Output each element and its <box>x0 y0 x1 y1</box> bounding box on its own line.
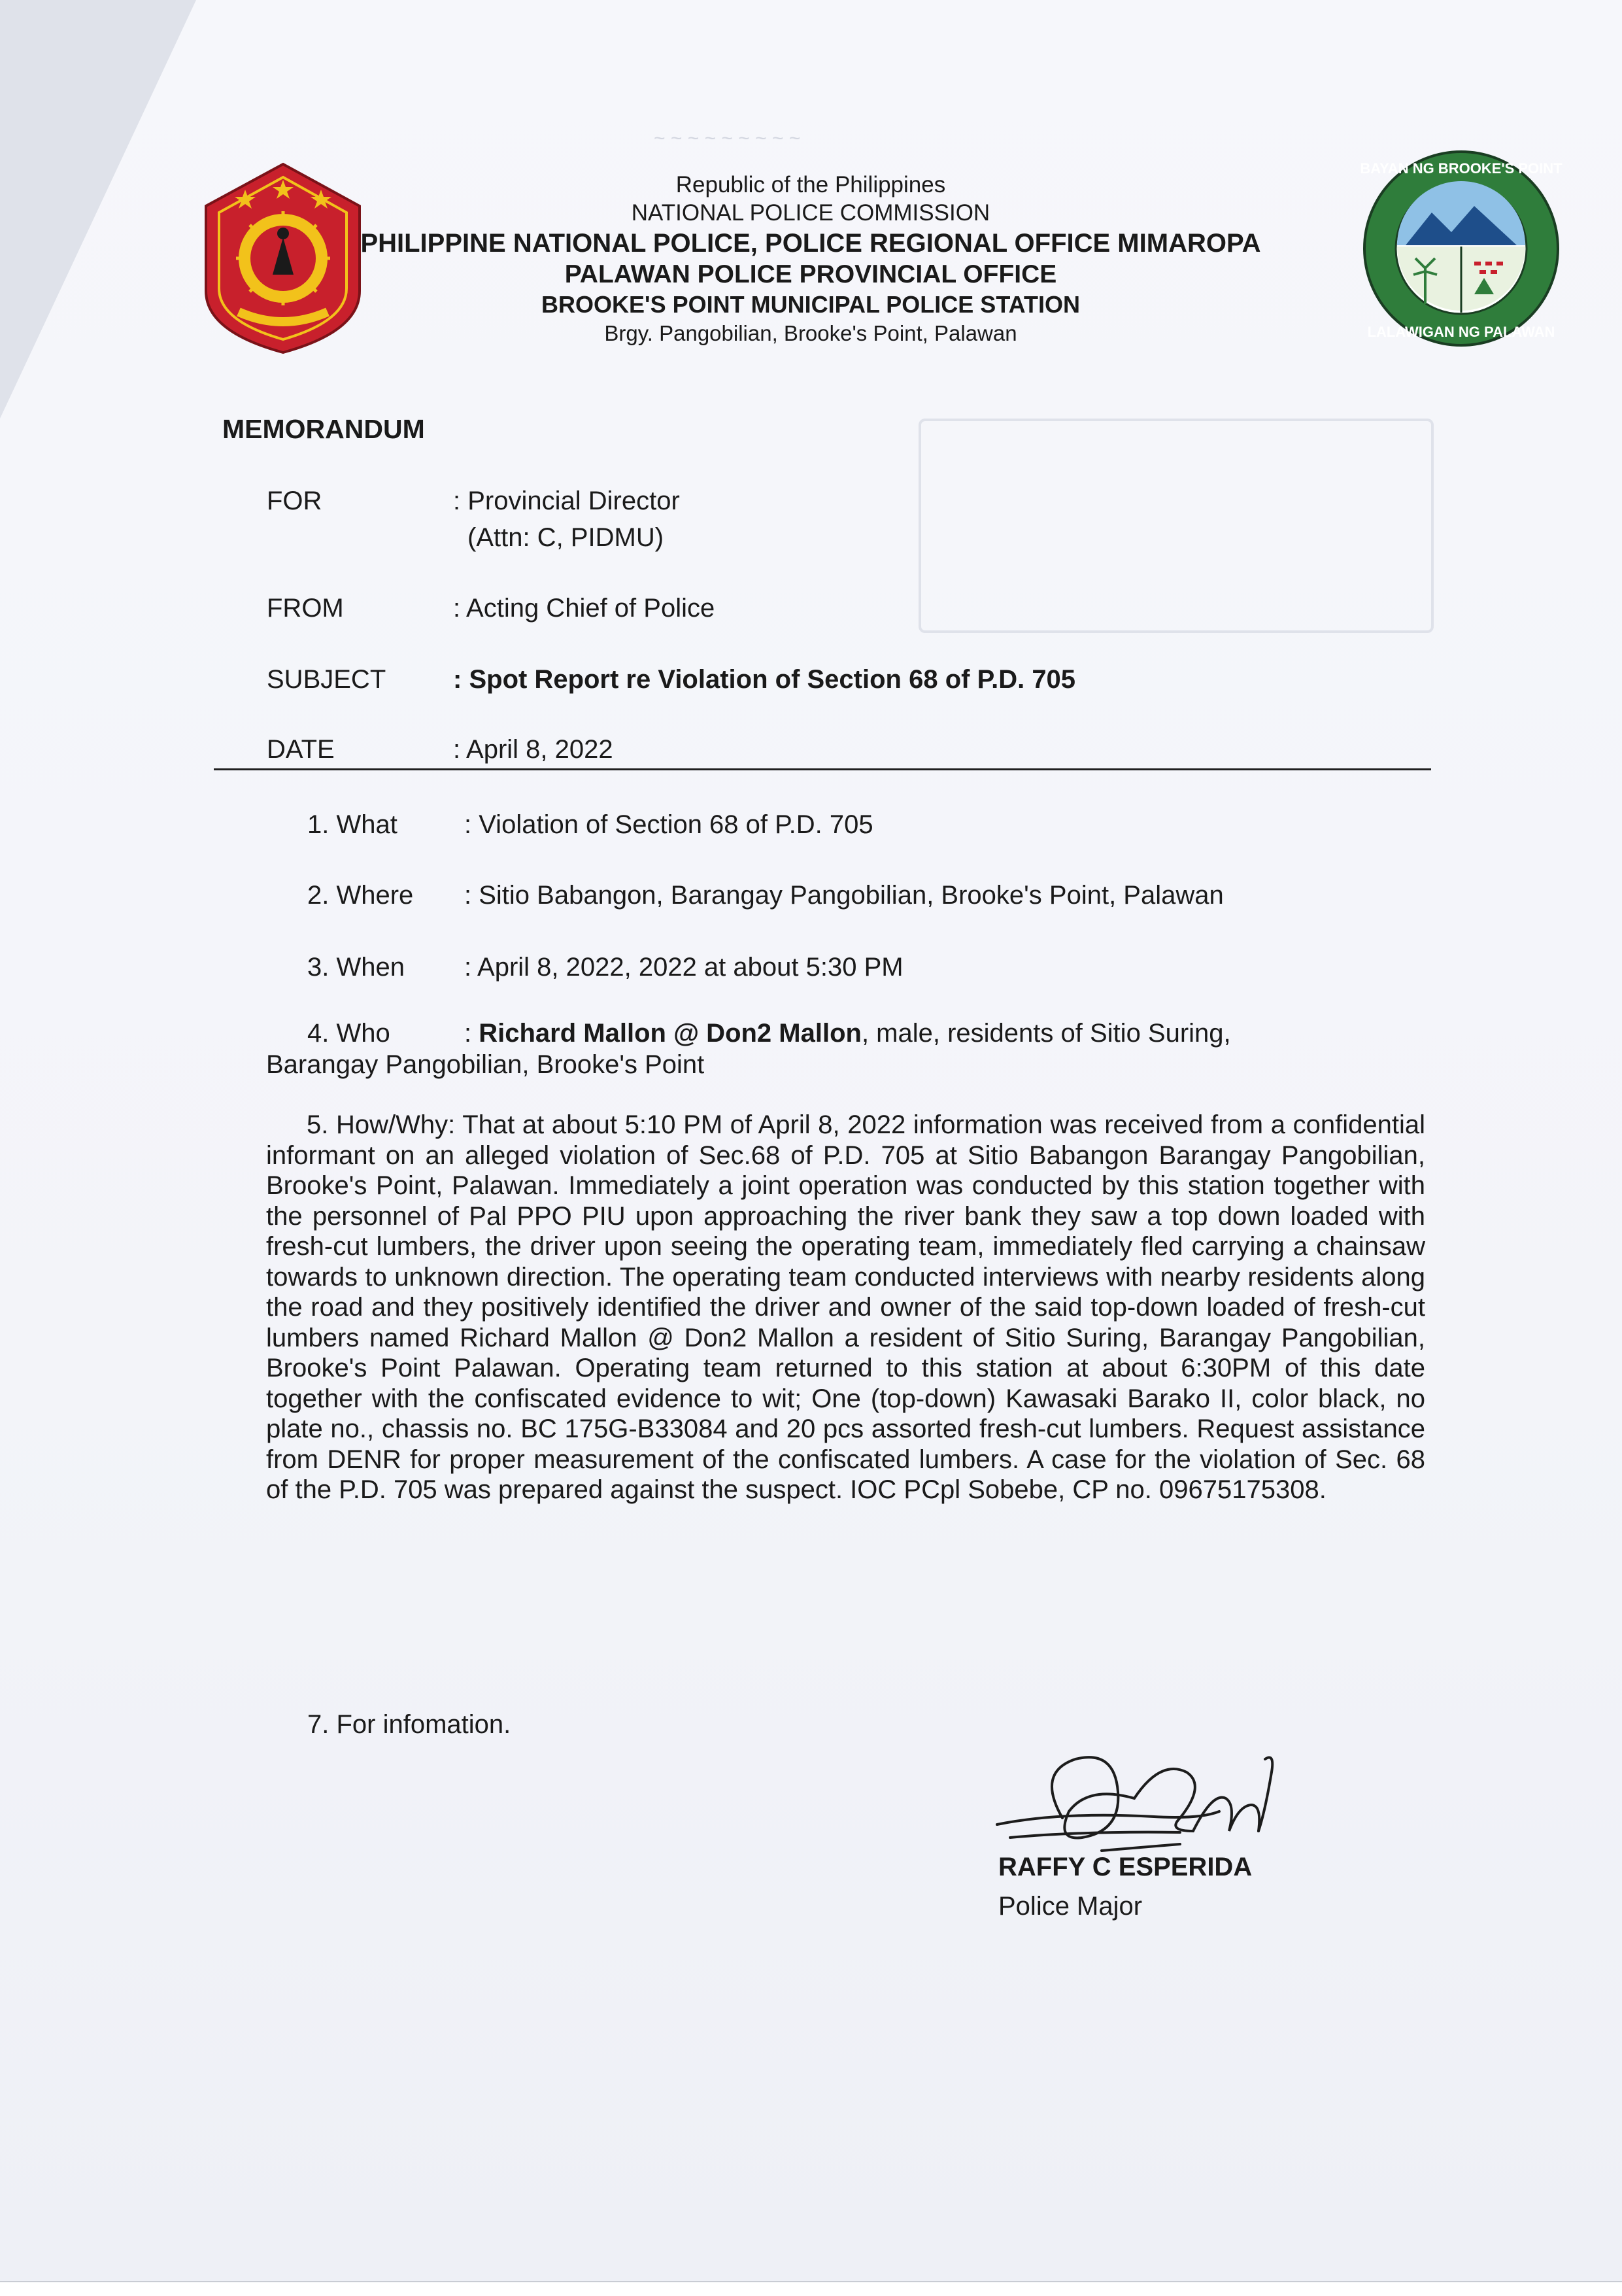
signatory-rank: Police Major <box>998 1892 1143 1921</box>
for-value: : Provincial Director <box>453 487 680 515</box>
subject-label: SUBJECT <box>267 665 386 694</box>
for-label: FOR <box>267 487 322 515</box>
who-rest: , male, residents of Sitio Suring, <box>861 1019 1231 1048</box>
from-label: FROM <box>267 594 344 623</box>
letterhead-ppo: PALAWAN POLICE PROVINCIAL OFFICE <box>564 260 1057 288</box>
who-label: 4. Who <box>307 1019 390 1048</box>
letterhead-station: BROOKE'S POINT MUNICIPAL POLICE STATION <box>541 291 1080 318</box>
show-through-text: ~ ~ ~ ~ ~ ~ ~ ~ ~ <box>654 128 801 149</box>
where-value: : Sitio Babangon, Barangay Pangobilian, Brooke's Point, Palawan <box>464 881 1224 910</box>
date-label: DATE <box>267 735 335 764</box>
item-who-line2: Barangay Pangobilian, Brooke's Point <box>266 1050 705 1079</box>
when-label: 3. When <box>307 953 405 982</box>
what-label: 1. What <box>307 810 397 839</box>
subject-sep: : <box>453 665 462 694</box>
scan-bottom-edge <box>0 2281 1622 2296</box>
subject-value: Spot Report re Violation of Section 68 of P.D. 705 <box>469 665 1076 694</box>
signatory-name: RAFFY C ESPERIDA <box>998 1853 1253 1881</box>
item-where <box>307 880 1224 911</box>
memo-title: MEMORANDUM <box>222 414 425 444</box>
item-when <box>307 951 904 983</box>
how-why-paragraph <box>266 1110 1425 1505</box>
from-value: : Acting Chief of Police <box>453 594 715 623</box>
memo-subject-row <box>267 664 1075 695</box>
seal-bottom-text: LALAWIGAN NG PALAWAN <box>1367 324 1555 340</box>
letterhead-address: Brgy. Pangobilian, Brooke's Point, Palawan <box>604 321 1017 345</box>
item-what <box>307 809 873 840</box>
who-sep: : <box>464 1019 472 1048</box>
what-value: : Violation of Section 68 of P.D. 705 <box>464 810 873 839</box>
closing-line: 7. For infomation. <box>307 1710 511 1739</box>
date-value: : April 8, 2022 <box>453 735 613 764</box>
item-who <box>307 1018 1231 1049</box>
letterhead-napolcom: NATIONAL POLICE COMMISSION <box>631 200 990 226</box>
header-divider <box>214 768 1431 770</box>
memo-for-row <box>267 485 680 517</box>
memo-date-row <box>267 734 613 765</box>
letterhead-pnp: PHILIPPINE NATIONAL POLICE, POLICE REGIONAL OFFICE MIMAROPA <box>360 229 1261 258</box>
memo-from-row <box>267 592 715 624</box>
letterhead-republic: Republic of the Philippines <box>675 172 946 197</box>
where-label: 2. Where <box>307 881 414 910</box>
letterhead <box>196 171 1425 348</box>
folded-corner <box>0 0 196 419</box>
memo-attn: (Attn: C, PIDMU) <box>467 523 664 552</box>
when-value: : April 8, 2022, 2022 at about 5:30 PM <box>464 953 904 982</box>
how-why-text: 5. How/Why: That at about 5:10 PM of April 8, 2022 information was received from a confidential informant on an alleged violation of Sec.68 of P.D. 705 at Sitio Babangon Barangay Pangobilian, Brooke's Point, Palawan. Immediately a joint operation was conducted by this station together with the personnel of Pal PPO PIU upon approaching the river bank they saw a top down loaded with fresh-cut lumbers, the driver upon seeing the operating team, immediately fled carrying a chainsaw towards to unknown direction. The operating team conducted interviews with nearby residents along the road and they positively identified the driver and owner of the said top-down loaded of fresh-cut lumbers named Richard Mallon @ Don2 Mallon a resident of Sitio Suring, Barangay Pangobilian, Brooke's Point Palawan. Operating team returned to this station at about 6:30PM of this date together with the confiscated evidence to wit; One (top-down) Kawasaki Barako II, color black, no plate no., chassis no. BC 175G-B33084 and 20 pcs assorted fresh-cut lumbers. Request assistance from DENR for proper measurement of the confiscated lumbers. A case for the violation of Sec. 68 of the P.D. 705 was prepared against the suspect. IOC PCpl Sobebe, CP no. 09675175308. <box>266 1110 1425 1504</box>
who-name: Richard Mallon @ Don2 Mallon <box>479 1019 862 1048</box>
stamp-show-through <box>919 419 1434 633</box>
seal-top-text: BAYAN NG BROOKE'S POINT <box>1360 160 1563 177</box>
